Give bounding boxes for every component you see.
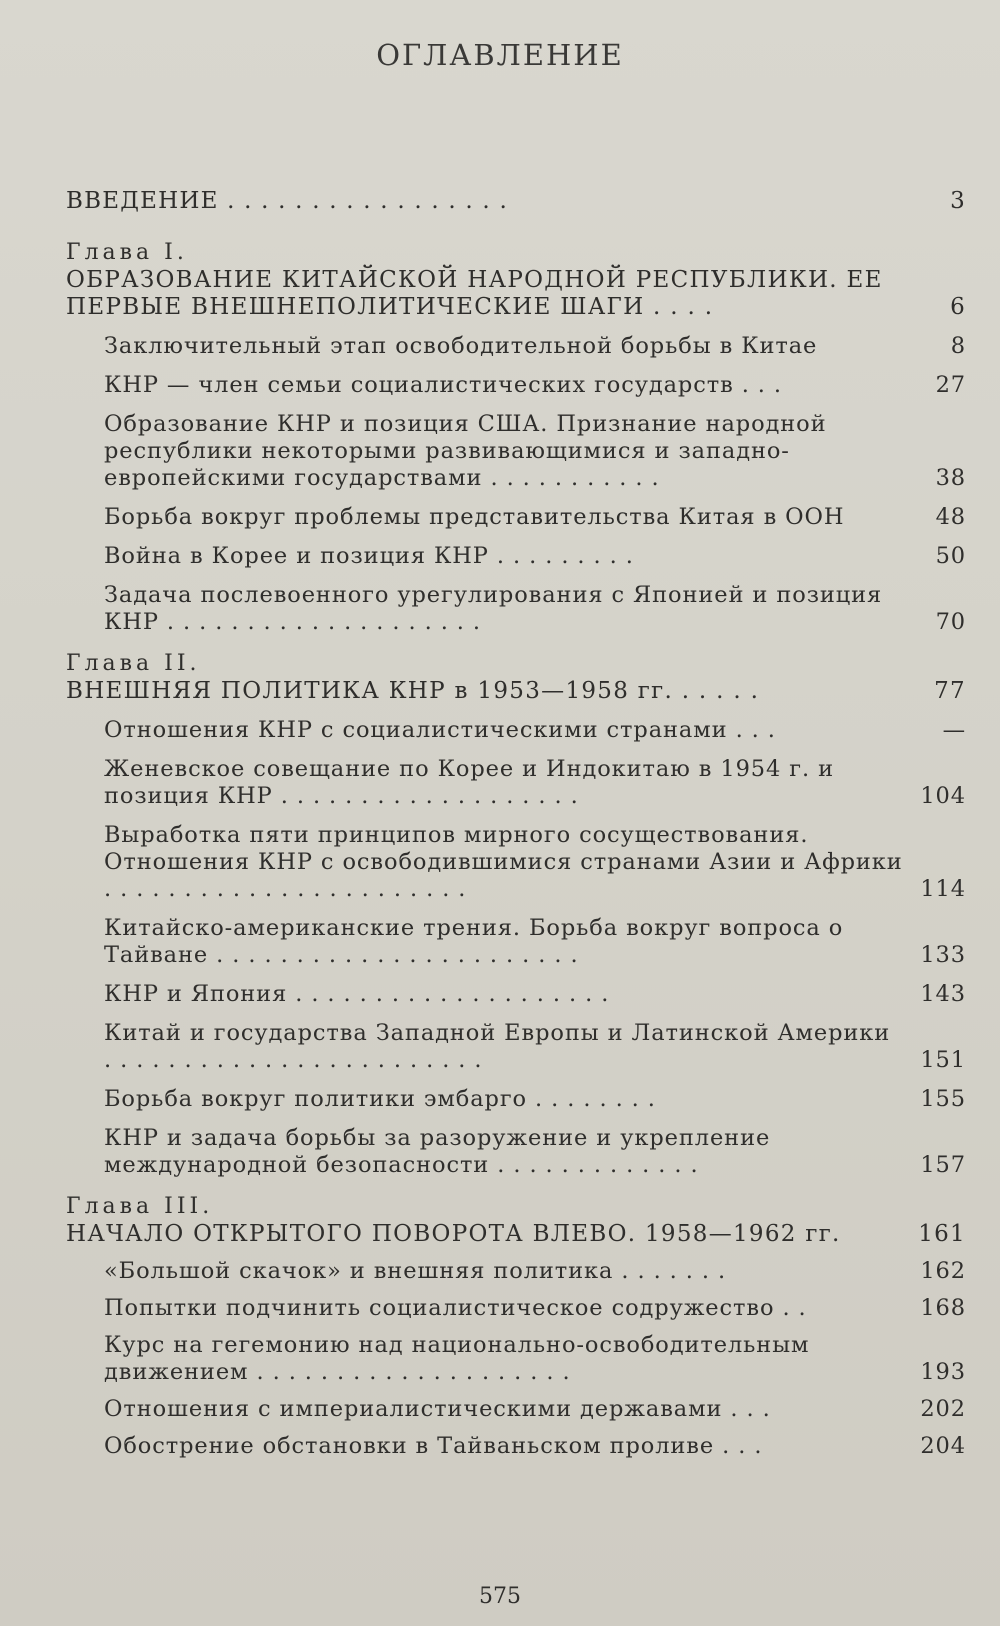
list-item	[104, 1332, 966, 1386]
list-item	[104, 543, 966, 570]
list-item	[104, 981, 966, 1008]
toc-entry-page: 143	[920, 981, 966, 1007]
chapter-1	[66, 239, 966, 636]
page-title: ОГЛАВЛЕНИЕ	[376, 38, 624, 72]
toc-entry-page: 27	[935, 372, 966, 398]
chapter-label: Глава III.	[66, 1194, 214, 1219]
toc-entry-page: 104	[920, 783, 966, 809]
toc-entry-text: Обострение обстановки в Тайваньском проливе . . .	[104, 1433, 763, 1459]
list-item	[104, 372, 966, 399]
toc-entry-page: 114	[920, 876, 966, 902]
chapter-page: 161	[918, 1221, 966, 1247]
toc-entry-text: Борьба вокруг проблемы представительства Китая в ООН	[104, 504, 845, 530]
toc-entry-introduction	[66, 188, 966, 215]
toc-entry-text: Выработка пяти принципов мирного сосуществования. Отношения КНР с освободившимися странами Азии и Африки . . . . . . . . . . . . . . . . . . . . . . .	[104, 822, 903, 902]
chapter-title: ОБРАЗОВАНИЕ КИТАЙСКОЙ НАРОДНОЙ РЕСПУБЛИКИ. ЕЕ ПЕРВЫЕ ВНЕШНЕПОЛИТИЧЕСКИЕ ШАГИ . . . .	[66, 267, 883, 320]
toc-entry-text: Заключительный этап освободительной борьбы в Китае	[104, 333, 818, 359]
chapter-title: НАЧАЛО ОТКРЫТОГО ПОВОРОТА ВЛЕВО. 1958—1962 гг.	[66, 1221, 841, 1247]
list-item	[104, 504, 966, 531]
page-number: 575	[479, 1584, 521, 1609]
toc-entry-page: 70	[935, 609, 966, 635]
toc-entry-page: 204	[920, 1433, 966, 1459]
chapter-title-row	[66, 1221, 966, 1248]
toc-entry-page: 155	[920, 1086, 966, 1112]
toc-entry-page: 162	[920, 1258, 966, 1284]
toc-entry-page: 8	[950, 333, 966, 359]
toc-entry-text: КНР и Япония . . . . . . . . . . . . . . . . . . . .	[104, 981, 610, 1007]
chapter-2	[66, 650, 966, 1179]
toc-entry-text: КНР — член семьи социалистических государств . . .	[104, 372, 782, 398]
toc-entry-page: 168	[920, 1295, 966, 1321]
toc-entry-page: 3	[950, 188, 966, 214]
list-item	[104, 582, 966, 636]
chapter-title-row	[66, 678, 966, 705]
list-item	[104, 411, 966, 492]
list-item	[104, 756, 966, 810]
toc-entry-page: 133	[920, 942, 966, 968]
toc-entry-text: Курс на гегемонию над национально-освободительным движением . . . . . . . . . . . . . . . . . . . .	[104, 1332, 810, 1385]
toc-entry-page: 157	[920, 1152, 966, 1178]
list-item	[104, 717, 966, 744]
toc-entry-text: Попытки подчинить социалистическое содружество . .	[104, 1295, 807, 1321]
toc-entry-text: Отношения КНР с социалистическими странами . . .	[104, 717, 776, 743]
chapter-title-row	[66, 267, 966, 321]
toc-entry-text: Китай и государства Западной Европы и Латинской Америки . . . . . . . . . . . . . . . . . . . . . . . .	[104, 1020, 891, 1073]
toc-entry-text: КНР и задача борьбы за разоружение и укрепление международной безопасности . . . . . . . . . . . . .	[104, 1125, 771, 1178]
toc-entry-text: Отношения с империалистическими державами . . .	[104, 1396, 771, 1422]
chapter-3	[66, 1193, 966, 1460]
toc-entry-page: 151	[920, 1047, 966, 1073]
toc-entry-page: 193	[920, 1359, 966, 1385]
list-item	[104, 1295, 966, 1322]
table-of-contents	[66, 188, 966, 1474]
toc-entry-text: Образование КНР и позиция США. Признание народной республики некоторыми развивающимися и западно-европейскими государствами . . . . . . . . . . .	[104, 411, 827, 491]
toc-entry-page: 38	[935, 465, 966, 491]
list-item	[104, 1433, 966, 1460]
toc-entry-text: Борьба вокруг политики эмбарго . . . . . . . .	[104, 1086, 656, 1112]
toc-entry-text: Китайско-американские трения. Борьба вокруг вопроса о Тайване . . . . . . . . . . . . . . . . . . . . . . .	[104, 915, 844, 968]
toc-entry-text: Война в Корее и позиция КНР . . . . . . . . .	[104, 543, 634, 569]
toc-entry-page: —	[942, 717, 966, 743]
list-item	[104, 822, 966, 903]
list-item	[104, 1258, 966, 1285]
list-item	[104, 1086, 966, 1113]
chapter-page: 6	[950, 294, 966, 320]
chapter-label: Глава I.	[66, 240, 188, 265]
toc-entry-page: 50	[935, 543, 966, 569]
toc-entry-page: 202	[920, 1396, 966, 1422]
chapter-page: 77	[934, 678, 966, 704]
toc-entry-text: ВВЕДЕНИЕ . . . . . . . . . . . . . . . . .	[66, 188, 508, 214]
toc-entry-text: Задача послевоенного урегулирования с Японией и позиция КНР . . . . . . . . . . . . . . . . . . . .	[104, 582, 883, 635]
chapter-label: Глава II.	[66, 651, 201, 676]
toc-entry-text: Женевское совещание по Корее и Индокитаю в 1954 г. и позиция КНР . . . . . . . . . . . . . . . . . . .	[104, 756, 834, 809]
list-item	[104, 1396, 966, 1423]
chapter-title: ВНЕШНЯЯ ПОЛИТИКА КНР в 1953—1958 гг. . . . . .	[66, 678, 760, 704]
list-item	[104, 1020, 966, 1074]
list-item	[104, 915, 966, 969]
list-item	[104, 1125, 966, 1179]
list-item	[104, 333, 966, 360]
toc-entry-page: 48	[935, 504, 966, 530]
toc-entry-text: «Большой скачок» и внешняя политика . . . . . . .	[104, 1258, 727, 1284]
